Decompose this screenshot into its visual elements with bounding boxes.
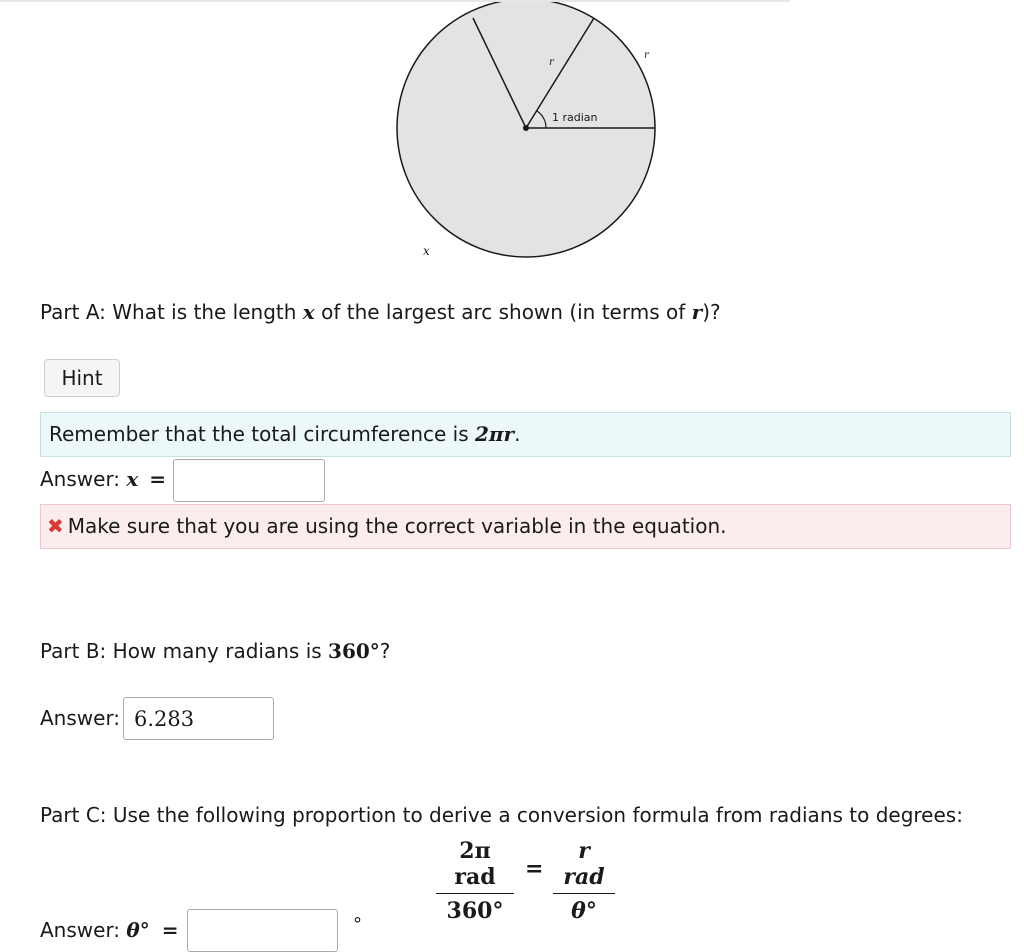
- fraction-left-denominator: 360°: [446, 898, 504, 924]
- degree-unit: °: [353, 914, 362, 935]
- hint-button[interactable]: Hint: [44, 359, 120, 397]
- fraction-left-numerator: 2π rad: [436, 838, 514, 894]
- part-b-answer-input[interactable]: [123, 697, 274, 740]
- fraction-left: [436, 838, 514, 924]
- error-feedback-box: [40, 504, 1011, 549]
- part-c-answer-var: θ°: [126, 918, 150, 942]
- part-b-question: [40, 639, 390, 663]
- hint-box: [40, 412, 1011, 457]
- part-a-answer-label: [40, 467, 166, 491]
- part-b-question-suffix: ?: [379, 639, 391, 663]
- part-a-var-x: x: [302, 300, 315, 324]
- part-a-question-suffix: )?: [702, 300, 721, 324]
- part-a-question-mid: of the largest arc shown (in terms of: [314, 300, 692, 324]
- part-b-question-prefix: Part B: How many radians is: [40, 639, 329, 663]
- part-c-answer-label: [40, 918, 179, 942]
- x-mark-icon: ✖: [47, 514, 64, 538]
- hint-math: 2πr: [475, 422, 515, 446]
- label-x: x: [423, 244, 430, 258]
- part-c-answer-input[interactable]: [187, 909, 338, 952]
- fraction-right-denominator: θ°: [571, 898, 597, 924]
- part-c-answer-eq: =: [161, 918, 179, 942]
- label-r-outer: r: [644, 50, 649, 61]
- hint-text-suffix: .: [514, 422, 521, 446]
- label-radian: 1 radian: [552, 111, 598, 124]
- fraction-right: [553, 838, 615, 924]
- part-a-answer-input[interactable]: [173, 459, 325, 502]
- part-c-question: Part C: Use the following proportion to derive a conversion formula from radians to degrees:: [40, 803, 963, 827]
- label-r-inner: r: [549, 57, 554, 68]
- radian-circle-diagram: [380, 2, 670, 272]
- center-dot: [523, 125, 529, 131]
- hint-text-prefix: Remember that the total circumference is: [49, 422, 475, 446]
- part-a-answer-text: Answer:: [40, 467, 127, 491]
- error-text: Make sure that you are using the correct variable in the equation.: [67, 514, 727, 538]
- part-b-question-math: 360°: [328, 639, 380, 663]
- part-a-question: [40, 300, 721, 324]
- part-a-var-r: r: [691, 300, 703, 324]
- part-b-answer-label: Answer:: [40, 706, 121, 730]
- fraction-equals: =: [525, 856, 544, 882]
- part-c-answer-text: Answer:: [40, 918, 127, 942]
- part-a-question-prefix: Part A: What is the length: [40, 300, 303, 324]
- part-a-answer-eq: =: [142, 467, 167, 491]
- fraction-right-numerator: r rad: [553, 838, 615, 894]
- part-a-answer-var: x: [126, 467, 139, 491]
